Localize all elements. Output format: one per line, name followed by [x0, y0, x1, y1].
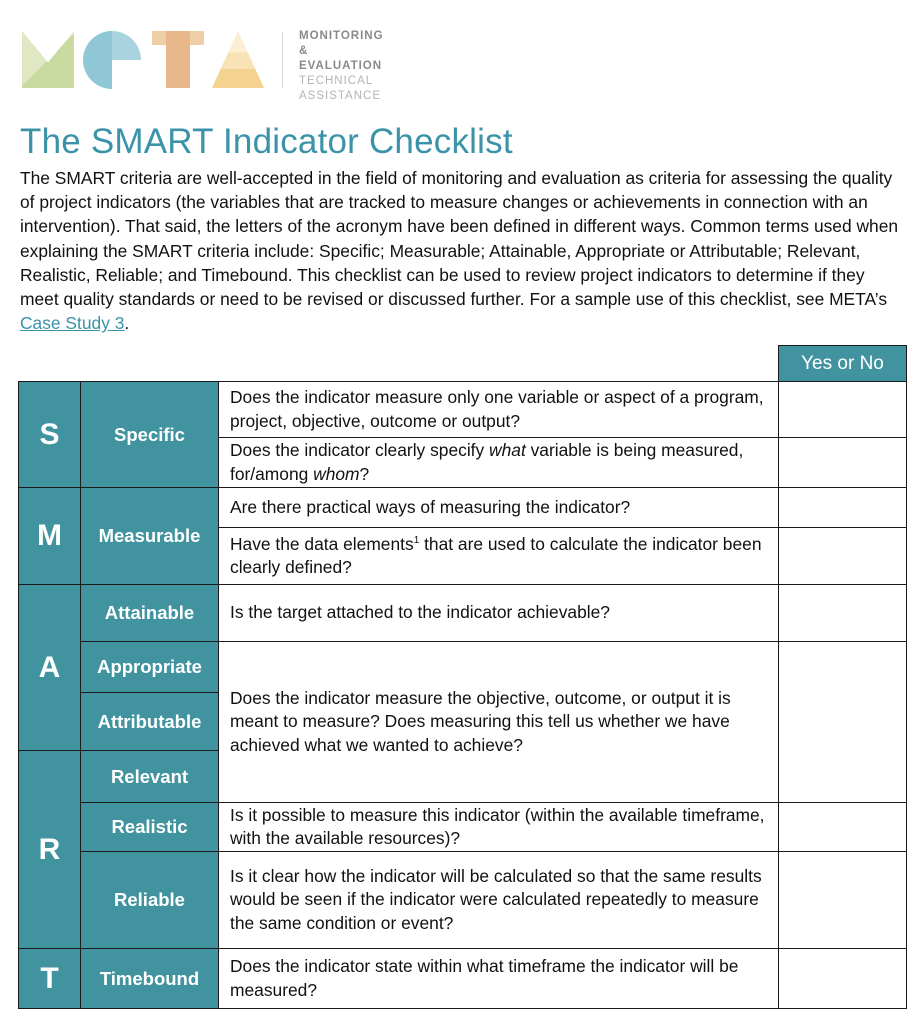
logo-line-2: EVALUATION	[299, 60, 383, 72]
answer-cell-8[interactable]	[778, 851, 907, 949]
logo-letter-e-shape	[83, 31, 141, 89]
intro-end: .	[124, 313, 130, 334]
criterion-specific: Specific	[80, 381, 219, 488]
criterion-realistic: Realistic	[80, 802, 219, 852]
question-text: Is it possible to measure this indicator (within the available timeframe, with the available resources)?	[230, 804, 765, 848]
question-realistic	[218, 802, 779, 852]
page-title: The SMART Indicator Checklist	[20, 122, 513, 161]
letter-t: T	[18, 948, 81, 1009]
question-appropriate-attributable-relevant	[218, 641, 779, 803]
criterion-reliable: Reliable	[80, 851, 219, 949]
meta-logo	[20, 28, 384, 102]
logo-tagline	[299, 29, 384, 104]
answer-cell-9[interactable]	[778, 948, 907, 1009]
intro-text: The SMART criteria are well-accepted in the field of monitoring and evaluation as criteria for assessing the quality of project indicators (the variables that are tracked to measure changes or achievements in connection with an intervention). That said, the letters of the acronym have been defined in different ways. Common terms used when explaining the SMART criteria include: Specific; Measurable; Attainable, Appropriate or Attributable; Relevant, Realistic, Reliable; and Timebound. This checklist can be used to review project indicators to determine if they meet quality standards or need to be revised or discussed further. For a sample use of this checklist, see META’s	[20, 168, 899, 310]
question-text: Is the target attached to the indicator achievable?	[230, 602, 610, 623]
case-study-link[interactable]: Case Study 3	[20, 313, 125, 334]
logo-letter-t-shape	[152, 31, 204, 88]
question-text: Does the indicator state within what timeframe the indicator will be measured?	[230, 956, 739, 1000]
answer-cell-1[interactable]	[778, 381, 907, 438]
question-text: Are there practical ways of measuring the indicator?	[230, 496, 631, 517]
criterion-timebound: Timebound	[80, 948, 219, 1009]
question-text: Have the data elements$^1$ that are used to calculate the indicator been clearly defined?	[230, 533, 762, 577]
answer-cell-4[interactable]	[778, 527, 907, 585]
answer-cell-7[interactable]	[778, 802, 907, 852]
question-specific-1	[218, 381, 779, 438]
question-specific-2	[218, 437, 779, 488]
question-text: Does the indicator measure the objective, outcome, or output it is meant to measure? Does measuring this tell us whether we have achieved what we wanted to achieve?	[230, 687, 731, 755]
question-reliable	[218, 851, 779, 949]
criterion-relevant: Relevant	[80, 750, 219, 803]
logo-letter-m-shape	[22, 31, 74, 88]
answer-cell-5[interactable]	[778, 584, 907, 642]
logo-letter-a-shape	[212, 31, 264, 88]
question-text: Is it clear how the indicator will be calculated so that the same results would be seen if the indicator were calculated repeatedly to measure the same condition or event?	[230, 865, 762, 933]
criterion-attributable: Attributable	[80, 692, 219, 751]
letter-m: M	[18, 487, 81, 585]
answer-cell-3[interactable]	[778, 487, 907, 528]
question-timebound	[218, 948, 779, 1009]
logo-line-4: ASSISTANCE	[299, 90, 381, 102]
criterion-measurable: Measurable	[80, 487, 219, 585]
yes-or-no-header: Yes or No	[778, 345, 907, 382]
criterion-attainable: Attainable	[80, 584, 219, 642]
letter-r: R	[18, 750, 81, 949]
logo-line-3: TECHNICAL	[299, 75, 374, 87]
question-text: Does the indicator clearly specify what variable is being measured, for/among whom?	[230, 440, 744, 484]
footnote-marker: 1	[413, 534, 420, 546]
logo-line-1: MONITORING &	[299, 30, 384, 57]
question-measurable-2	[218, 527, 779, 585]
answer-cell-6[interactable]	[778, 641, 907, 803]
question-text: Does the indicator measure only one variable or aspect of a program, project, objective, outcome or output?	[230, 387, 764, 431]
question-attainable	[218, 584, 779, 642]
question-measurable-1	[218, 487, 779, 528]
letter-a: A	[18, 584, 81, 751]
criterion-appropriate: Appropriate	[80, 641, 219, 693]
logo-divider	[282, 32, 283, 88]
intro-paragraph	[20, 166, 900, 335]
letter-s: S	[18, 381, 81, 488]
answer-cell-2[interactable]	[778, 437, 907, 488]
